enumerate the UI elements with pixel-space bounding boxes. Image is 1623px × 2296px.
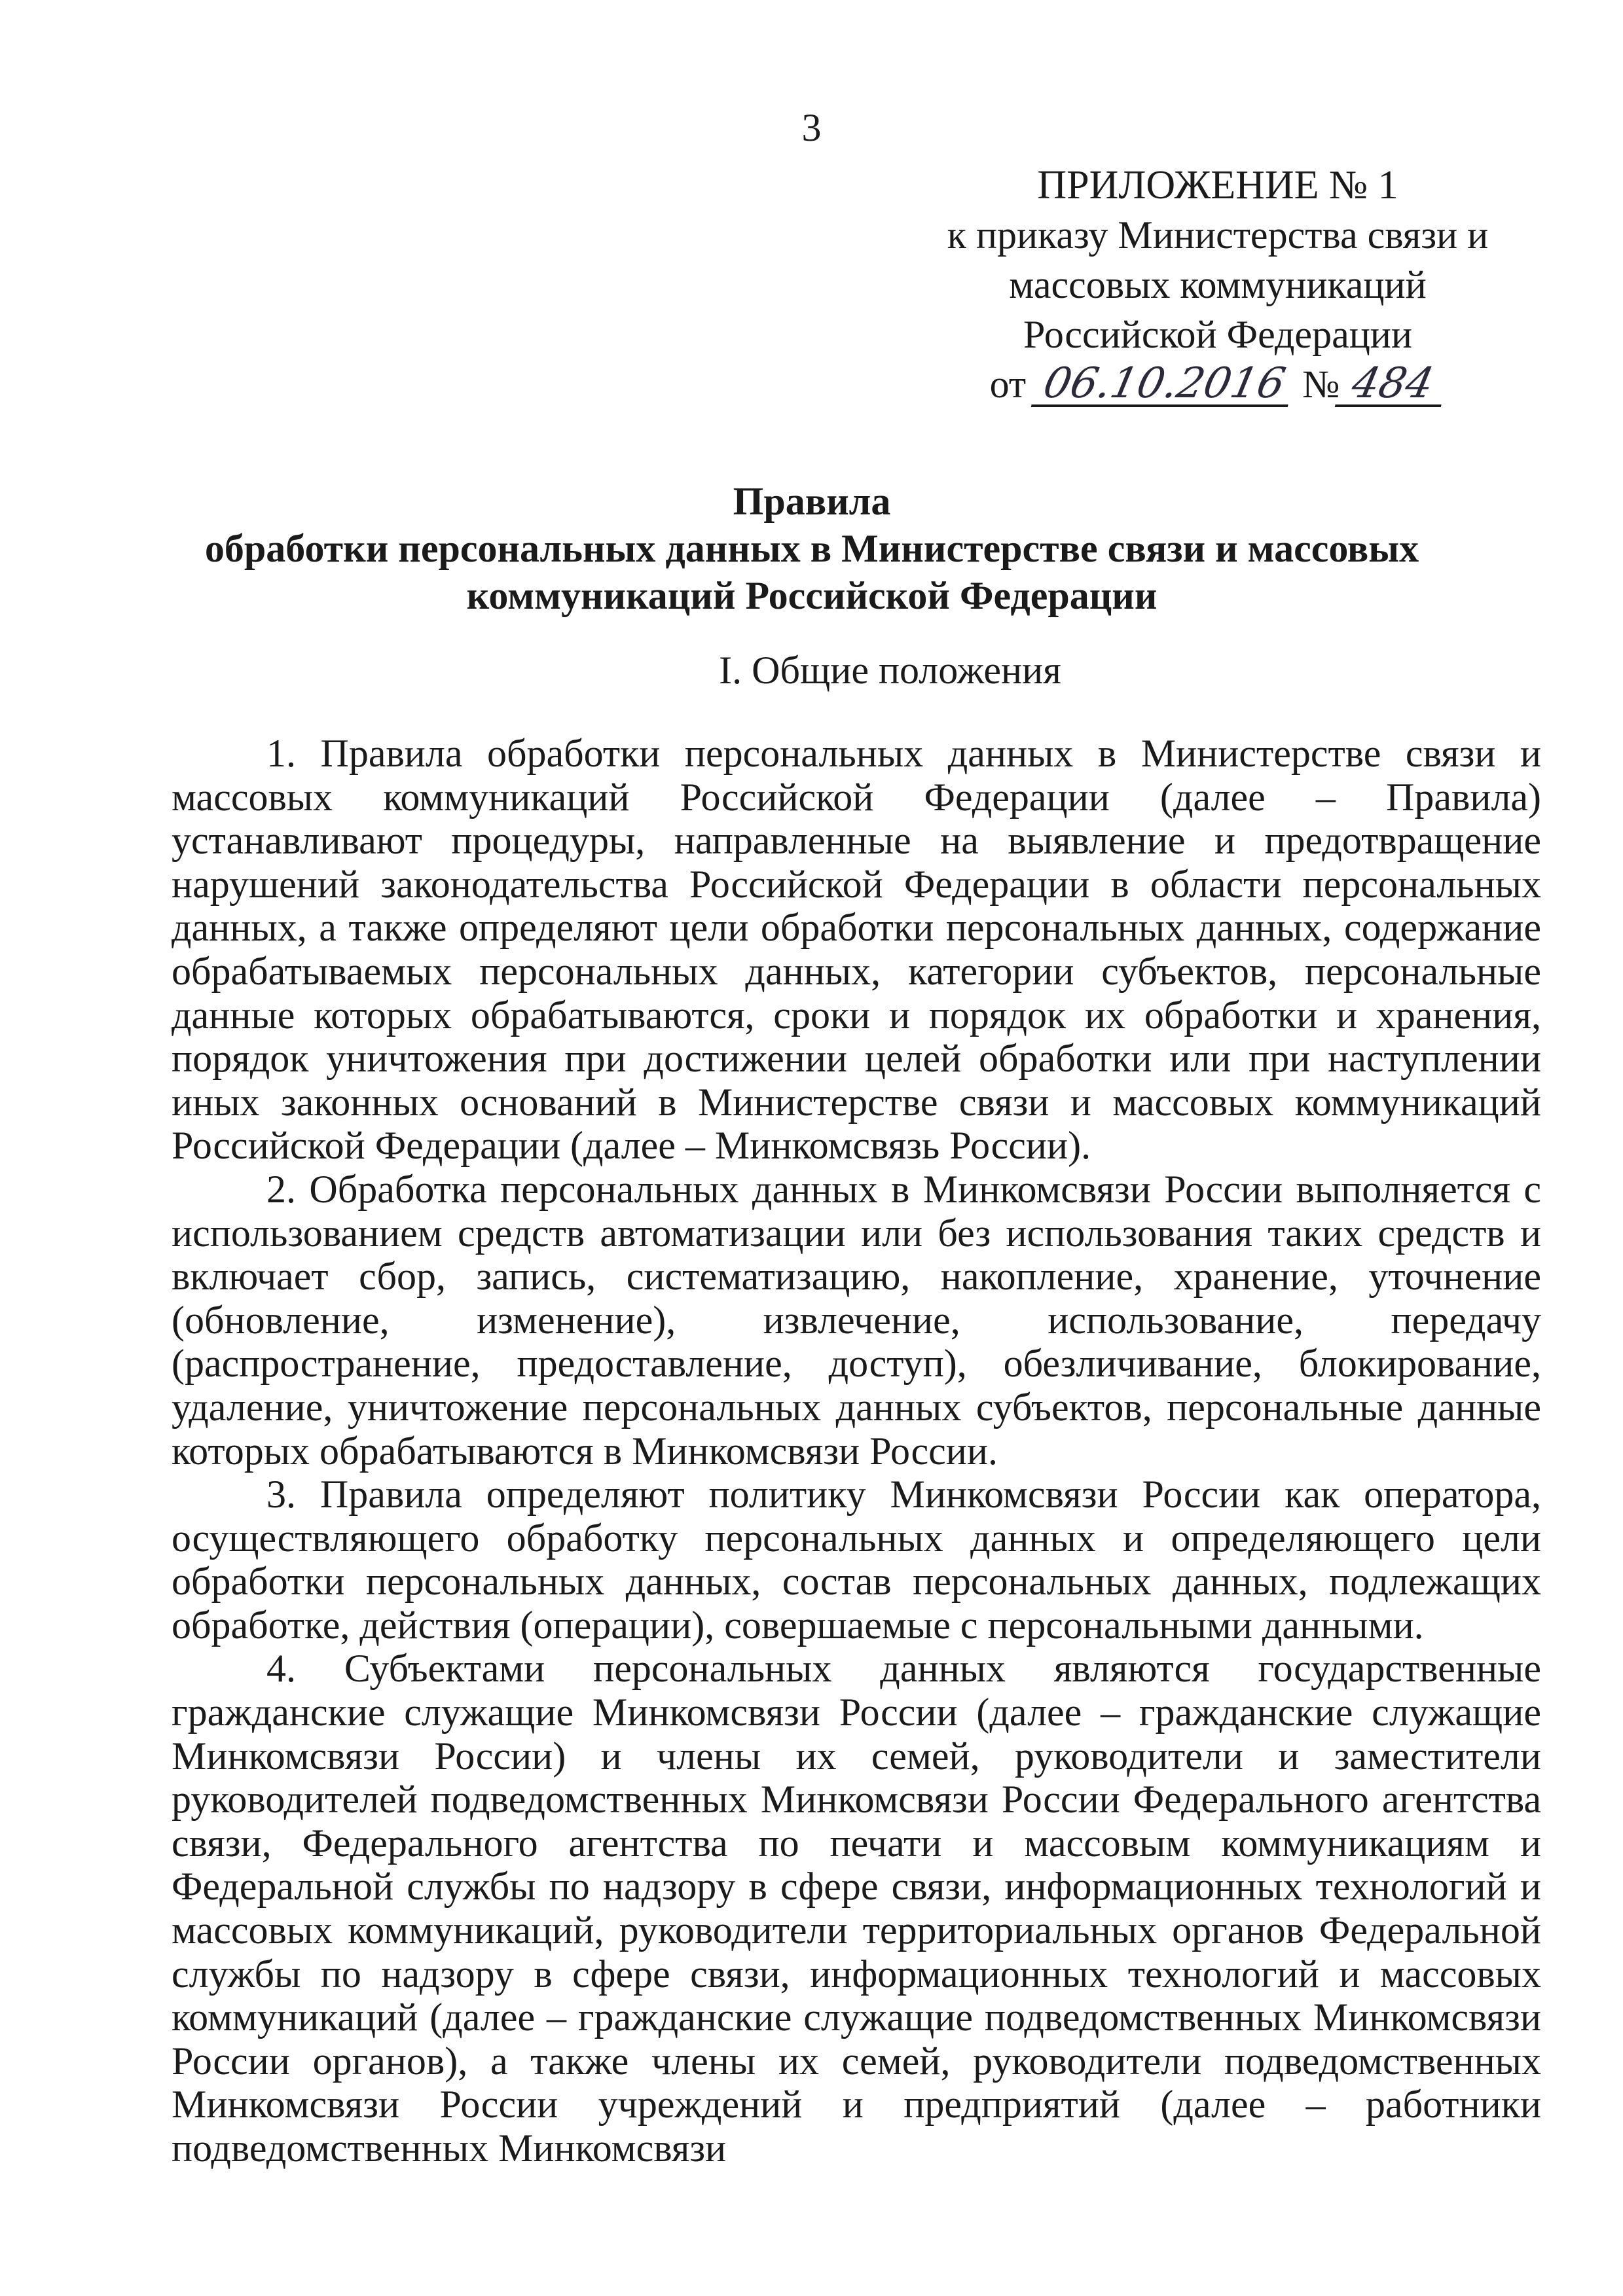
body-text: [172, 732, 1541, 2170]
page-number: 3: [801, 106, 822, 149]
appendix-block: [943, 160, 1493, 409]
title-line-1: Правила: [733, 480, 891, 523]
document-title: [144, 478, 1480, 619]
title-line-3: коммуникаций Российской Федерации: [466, 574, 1158, 617]
appendix-heading: ПРИЛОЖЕНИЕ № 1: [1037, 163, 1398, 207]
section-heading-wrap: [0, 647, 1623, 694]
order-date-line: [943, 359, 1493, 409]
paragraph-2: 2. Обработка персональных данных в Минкомсвязи России выполняется с использованием средств автоматизации или без использования таких средств и включает сбор, запись, систематизацию, накопление, хранение, уточнение (обновление, изменение), извлечение, использование, передачу (распространение, предоставление, доступ), обезличивание, блокирование, удаление, уничтожение персональных данных субъектов, персональные данные которых обрабатываются в Минкомсвязи России.: [172, 1167, 1541, 1473]
appendix-line-1: к приказу Министерства связи и: [947, 213, 1489, 257]
paragraph-3: 3. Правила определяют политику Минкомсвязи России как оператора, осуществляющего обработку персональных данных и определяющего цели обработки персональных данных, состав персональных данных, подлежащих обработке, действия (операции), совершаемые с персональными данными.: [172, 1473, 1541, 1647]
handwritten-date: 06.10.2016: [1031, 363, 1297, 407]
number-sign: №: [1302, 363, 1340, 406]
handwritten-order-number: 484: [1335, 363, 1450, 407]
appendix-line-3: Российской Федерации: [1023, 313, 1413, 356]
paragraph-1: 1. Правила обработки персональных данных в Министерстве связи и массовых коммуникаций Российской Федерации (далее – Правила) устанавливают процедуры, направленные на выявление и предотвращение нарушений законодательства Российской Федерации в области персональных данных, а также определяют цели обработки персональных данных, содержание обрабатываемых персональных данных, категории субъектов, персональные данные которых обрабатываются, сроки и порядок их обработки и хранения, порядок уничтожения при достижении целей обработки или при наступлении иных законных оснований в Министерстве связи и массовых коммуникаций Российской Федерации (далее – Минкомсвязь России).: [172, 732, 1541, 1168]
appendix-line-2: массовых коммуникаций: [1009, 263, 1427, 306]
section-heading: I. Общие положения: [719, 649, 1061, 692]
paragraph-4: 4. Субъектами персональных данных являются государственные гражданские служащие Минкомсвязи России (далее – гражданские служащие Минкомсвязи России) и члены их семей, руководители и заместители руководителей подведомственных Минкомсвязи России Федерального агентства связи, Федерального агентства по печати и массовым коммуникациям и Федеральной службы по надзору в сфере связи, информационных технологий и массовых коммуникаций, руководители территориальных органов Федеральной службы по надзору в сфере связи, информационных технологий и массовых коммуникаций (далее – гражданские служащие подведомственных Минкомсвязи России органов), а также члены их семей, руководители подведомственных Минкомсвязи России учреждений и предприятий (далее – работники подведомственных Минкомсвязи: [172, 1647, 1541, 2170]
date-prefix: от: [989, 363, 1027, 406]
title-line-2: обработки персональных данных в Министерстве связи и массовых: [204, 527, 1419, 570]
